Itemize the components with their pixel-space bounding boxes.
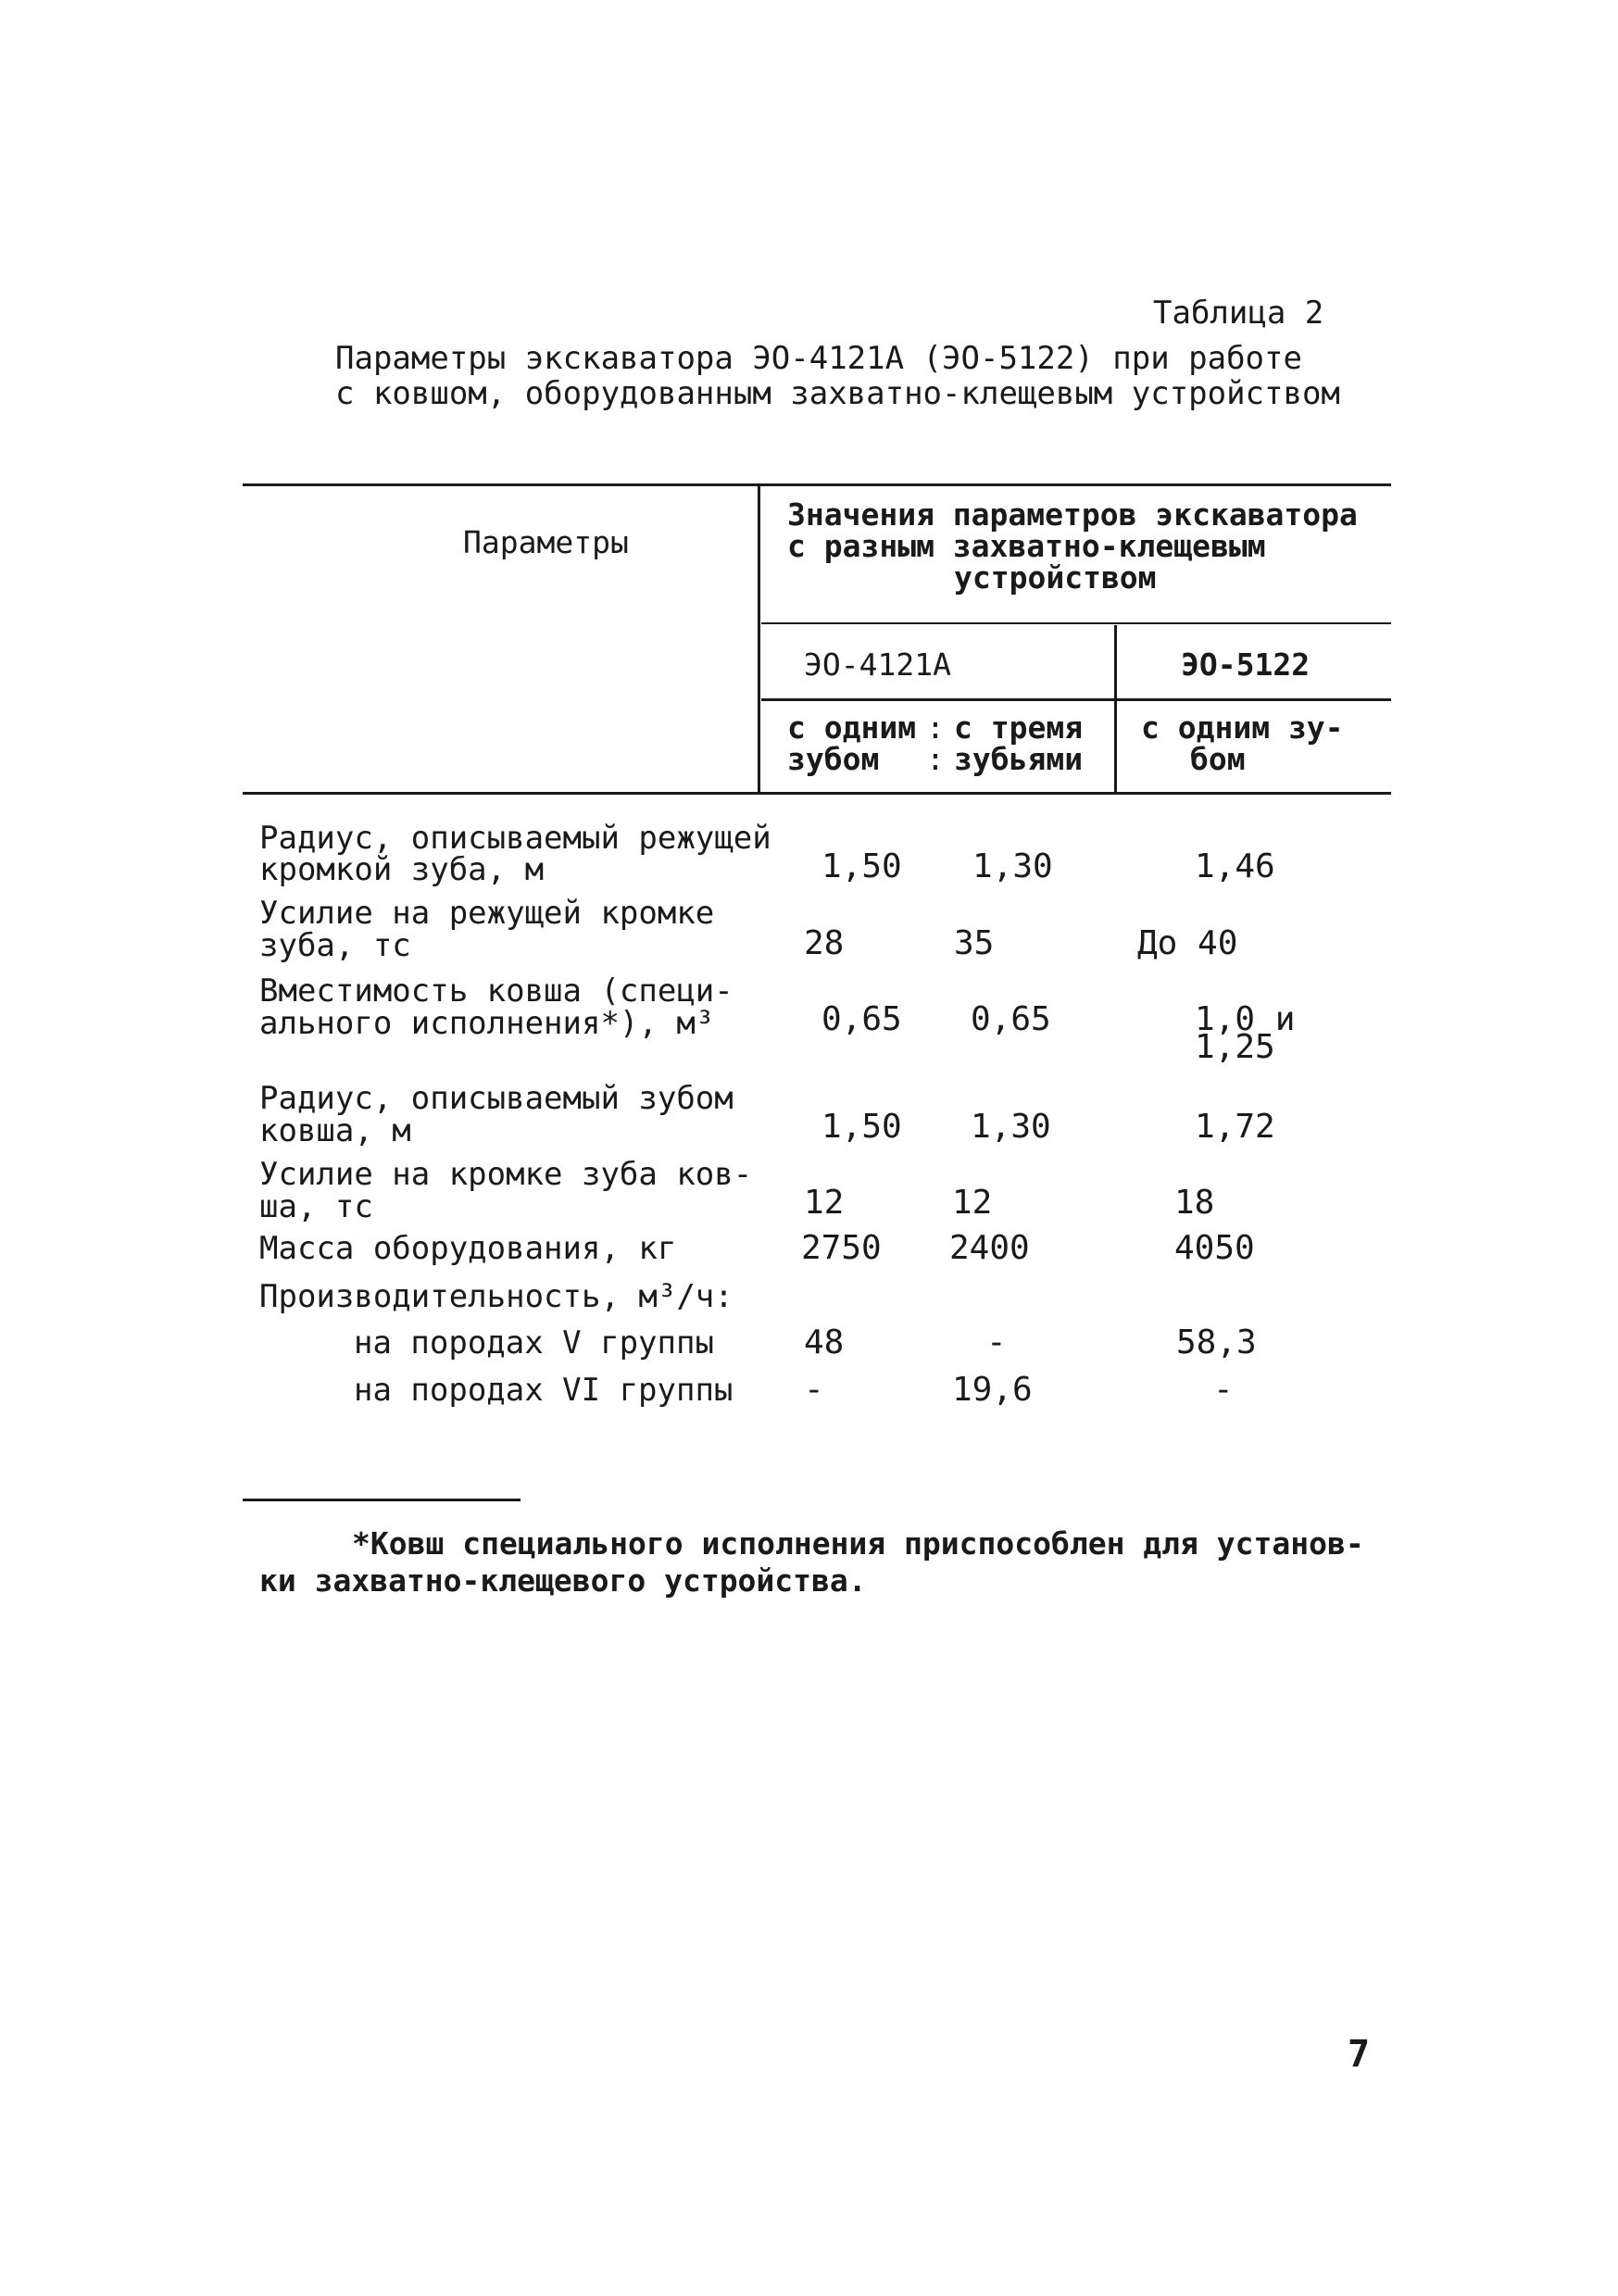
header-sub-colon-2: : (926, 741, 945, 777)
row-5-value-2: 12 (952, 1184, 993, 1222)
header-values-line-3: устройством (954, 559, 1157, 596)
row-4-param-line-2: ковша, м (259, 1112, 411, 1149)
footnote-line-1: *Ковш специального исполнения приспособлен для установ- (352, 1525, 1364, 1562)
header-params: Параметры (463, 524, 629, 560)
header-values-line-2: с разным захватно-клещевым (787, 528, 1266, 564)
row-1-param-line-1: Радиус, описываемый режущей (259, 820, 771, 857)
row-3-param-line-1: Вместимость ковша (специ- (259, 972, 734, 1010)
page-number: 7 (1348, 2033, 1371, 2076)
header-bottom-rule (243, 792, 1391, 795)
row-4-value-2: 1,30 (971, 1108, 1051, 1146)
header-sub-1-line-2: зубом (787, 741, 880, 777)
row-9-value-3: - (1213, 1371, 1234, 1409)
row-8-value-3: 58,3 (1176, 1324, 1257, 1361)
row-1-value-2: 1,30 (972, 847, 1053, 885)
row-6-value-2: 2400 (949, 1229, 1030, 1267)
row-8-value-2: - (986, 1324, 1007, 1361)
row-6-value-1: 2750 (801, 1229, 882, 1267)
row-6-param-line-1: Масса оборудования, кг (259, 1230, 677, 1267)
table-title-line-2: с ковшом, оборудованным захватно-клещевым устройством (335, 375, 1340, 412)
header-sub-rule-2 (761, 698, 1391, 701)
header-model-divider (1114, 625, 1117, 794)
header-values-line-1: Значения параметров экскаватора (787, 496, 1358, 533)
row-4-value-3: 1,72 (1195, 1108, 1275, 1146)
header-sub-2-line-1: с тремя (954, 709, 1084, 746)
row-9-value-2: 19,6 (952, 1371, 1033, 1409)
footnote-line-2: ки захватно-клещевого устройства. (259, 1562, 867, 1599)
row-8-value-1: 48 (804, 1324, 845, 1361)
row-9-param-line-1: на породах VI группы (354, 1372, 734, 1409)
row-4-value-1: 1,50 (822, 1108, 902, 1146)
header-sub-2-line-2: зубьями (954, 741, 1084, 777)
row-6-value-3: 4050 (1174, 1229, 1255, 1267)
header-sub-3-line-1: с одним зу- (1141, 709, 1344, 746)
row-2-value-2: 35 (954, 924, 995, 962)
table-label: Таблица 2 (1153, 295, 1324, 332)
row-5-value-3: 18 (1174, 1184, 1215, 1222)
row-3-value-1: 0,65 (822, 1000, 902, 1038)
row-5-param-line-1: Усилие на кромке зуба ков- (259, 1156, 753, 1193)
row-2-param-line-2: зуба, тс (259, 927, 411, 964)
header-vertical-divider (758, 486, 760, 794)
row-2-param-line-1: Усилие на режущей кромке (259, 895, 715, 932)
row-2-value-3: До 40 (1137, 924, 1238, 962)
footnote-rule (243, 1499, 521, 1501)
header-sub-colon-1: : (926, 709, 945, 746)
table-top-rule (243, 483, 1391, 486)
header-sub-3-line-2: бом (1190, 741, 1246, 777)
row-9-value-1: - (804, 1371, 824, 1409)
row-1-value-1: 1,50 (822, 847, 902, 885)
row-8-param-line-1: на породах V группы (354, 1324, 714, 1361)
header-model-1: ЭО-4121А (804, 646, 951, 683)
header-model-2: ЭО-5122 (1181, 646, 1311, 683)
row-3-value-2: 0,65 (971, 1000, 1051, 1038)
row-5-value-1: 12 (804, 1184, 845, 1222)
row-3-value-3: 1,0 и (1195, 1000, 1296, 1038)
row-3-value-3-second-line: 1,25 (1195, 1028, 1275, 1066)
header-sub-1-line-1: с одним (787, 709, 917, 746)
row-5-param-line-2: ша, тс (259, 1188, 373, 1225)
row-4-param-line-1: Радиус, описываемый зубом (259, 1080, 734, 1117)
row-1-value-3: 1,46 (1195, 847, 1275, 885)
header-sub-rule-1 (761, 622, 1391, 624)
row-2-value-1: 28 (804, 924, 845, 962)
row-1-param-line-2: кромкой зуба, м (259, 851, 545, 888)
table-title-line-1: Параметры экскаватора ЭО-4121А (ЭО-5122) при работе (335, 340, 1302, 377)
row-3-param-line-2: ального исполнения*), м³ (259, 1005, 715, 1042)
row-7-param-line-1: Производительность, м³/ч: (259, 1278, 734, 1315)
